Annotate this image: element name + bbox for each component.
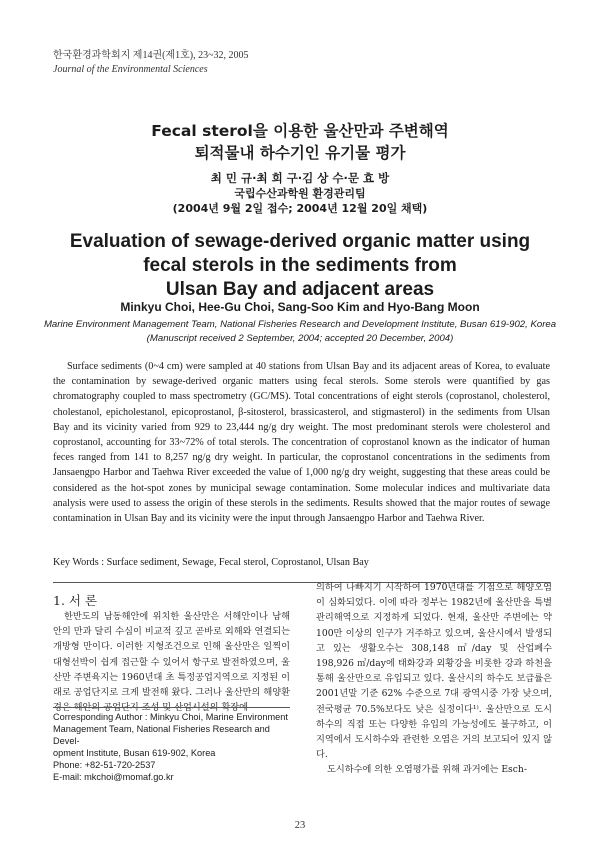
- corresponding-author-note: [53, 711, 290, 783]
- page-number: 23: [294, 820, 306, 831]
- korean-title: [0, 120, 600, 164]
- english-title-line-3: Ulsan Bay and adjacent areas: [165, 279, 435, 300]
- right-column: [316, 580, 552, 778]
- korean-authors: 최 민 규·최 희 구·김 상 수·문 효 방: [210, 171, 390, 185]
- journal-name: Journal of the Environmental Sciences: [53, 64, 208, 75]
- korean-received-date: (2004년 9월 2일 접수; 2004년 12월 20일 채택): [172, 202, 428, 215]
- korean-title-line-2: 퇴적물내 하수기인 유기물 평가: [194, 144, 406, 162]
- corresponding-author-phone: Phone: +82-51-720-2537: [53, 760, 156, 770]
- introduction-paragraph-right-1: 의하여 나빠지기 시작하여 1970년대를 기점으로 해양오염이 심화되었다. 이에 따라 정부는 1982년에 울산만을 특별관리해역으로 지정하게 되었다. 현재, 울산만 주변에는 약 100만 이상의 인구가 거주하고 있으며, 울산시에서 발생되고 있는 생활오수는 308,148 ㎥/day 및 산업폐수 198,926 ㎥/day에 태화강과 외황강을 비롯한 강과 하천을 통해 울산만으로 유입되고 있다. 울산시의 하수도 보급률은 2001년말 기준 62% 수준으로 7대 광역시중 가장 낮으며, 전국평균 70.5%보다도 낮은 실정이다¹⁾. 울산만으로 도시하수의 직접 또는 다양한 유입의 가능성에도 불구하고, 이 지역에서 도시하수와 관련한 오염은 거의 보고되어 있지 않다.: [316, 582, 552, 761]
- introduction-paragraph-left: 한반도의 남동해안에 위치한 울산만은 서해안이나 남해안의 만과 달리 수심이 비교적 깊고 곧바로 외해와 연결되는 개방형 만이다. 이러한 지형조건으로 인해 울산만은 일찍이 대형선박이 쉽게 접근할 수 있어서 항구로 발전하였으며, 울산만 주변육지는 1960년대 초 특정공업지역으로 지정된 이래로 공업단지로 크게 발전해 왔다. 그러나 울산만의 해양환경은 해안의 공업단지 조성 및 산업시설의 확장에: [53, 611, 290, 714]
- korean-affiliation: 국립수산과학원 환경관리팀: [234, 187, 366, 200]
- journal-header: [53, 49, 249, 77]
- english-received-date: (Manuscript received 2 September, 2004; accepted 20 December, 2004): [146, 333, 454, 344]
- abstract: Surface sediments (0~4 cm) were sampled at 40 stations from Ulsan Bay and its adjacent areas of Korea, to evaluate the contamination by sewage-derived organic matters using fecal sterols. Some sterols were quantified by gas chromatography coupled to mass spectrometry (GC/MS). Total concentrations of eight sterols (coprostanol, cholesterol, cholestanol, epicholestanol, epicoprostanol, β-sitosterol, brassicasterol, and stigmasterol) in the sediments from Ulsan Bay and its vicinity varied from 929 to 23,444 ng/g dry weight. The most predominant sterols were cholesterol and coprostanol, accounting for 33~72% of total sterols. The concentration of coprostanol known as the indicator of human feces ranged from 141 to 8,257 ng/g dry weight. In particular, the coprostanol concentrations in the sediments from Jansaengpo Harbor and Taehwa River exceeded the value of 1,000 ng/g dry weight, suggesting that these areas could be considered as the hot-spot zones by municipal sewage contamination. Some molecular indices and multivariate data analysis were used to assess the origin of these sterols in the sediments. Results showed that the major routes of sewage contamination in Ulsan Bay and its vicinity were the input through Jansaengpo Harbor and Taehwa River.: [53, 361, 550, 525]
- introduction-paragraph-right-2: 도시하수에 의한 오염평가를 위해 과거에는 Esch-: [327, 764, 527, 776]
- keywords: Key Words : Surface sediment, Sewage, Fecal sterol, Coprostanol, Ulsan Bay: [53, 557, 369, 568]
- corresponding-author-email: E-mail: mkchoi@momaf.go.kr: [53, 772, 174, 782]
- english-affiliation: Marine Environment Management Team, National Fisheries Research and Development Institute, Busan 619-902, Korea: [43, 319, 557, 330]
- english-authors: Minkyu Choi, Hee-Gu Choi, Sang-Soo Kim and Hyo-Bang Moon: [120, 300, 480, 314]
- corresponding-author-line-2: Management Team, National Fisheries Research and Devel-: [53, 724, 270, 746]
- journal-citation: 한국환경과학회지 제14권(제1호), 23~32, 2005: [53, 50, 249, 61]
- corresponding-author-line-3: opment Institute, Busan 619-902, Korea: [53, 748, 216, 758]
- korean-title-line-1: Fecal sterol을 이용한 울산만과 주변해역: [151, 122, 449, 140]
- corresponding-author-line-1: Corresponding Author : Minkyu Choi, Marine Environment: [53, 712, 288, 722]
- left-column: [53, 593, 290, 715]
- english-title-line-2: fecal sterols in the sediments from: [143, 255, 457, 276]
- english-title-line-1: Evaluation of sewage-derived organic matter using: [69, 231, 531, 252]
- footnote-divider: [53, 707, 290, 708]
- english-title: [0, 230, 600, 302]
- section-heading: 1. 서 론: [53, 593, 98, 608]
